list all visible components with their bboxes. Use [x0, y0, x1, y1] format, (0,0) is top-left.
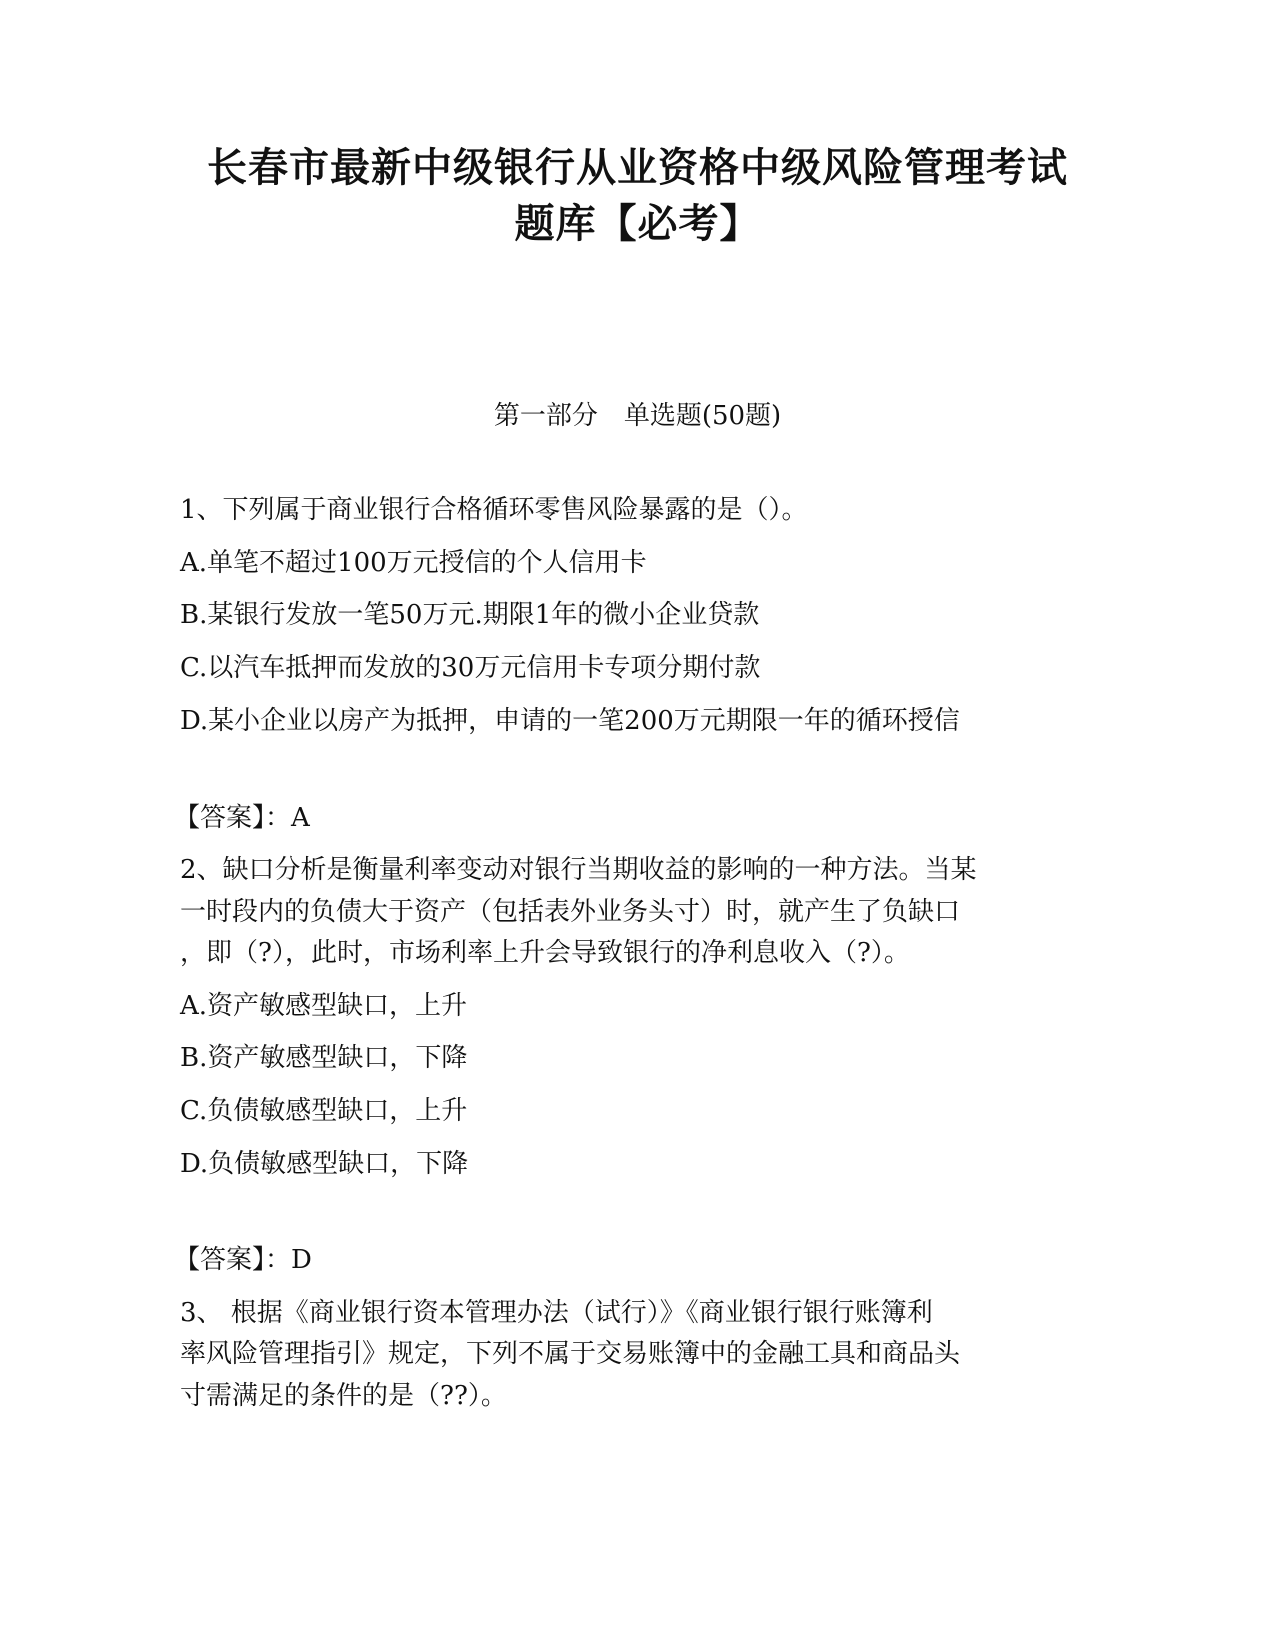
question-1-option-b: B.某银行发放一笔50万元.期限1年的微小企业贷款 — [180, 600, 760, 630]
question-3-stem-line-2: 率风险管理指引》规定，下列不属于交易账簿中的金融工具和商品头 — [180, 1339, 961, 1369]
question-1-answer: 【答案】：A — [174, 803, 310, 833]
document-title — [150, 140, 1125, 252]
question-1-stem: 1、下列属于商业银行合格循环零售风险暴露的是（）。 — [180, 495, 808, 525]
question-2-option-a: A.资产敏感型缺口，上升 — [180, 991, 468, 1021]
question-3-stem-line-1: 3、 根据《商业银行资本管理办法（试行）》《商业银行银行账簿利 — [180, 1298, 933, 1328]
title-line-1: 长春市最新中级银行从业资格中级风险管理考试 — [207, 145, 1068, 191]
question-2-answer: 【答案】：D — [174, 1245, 312, 1275]
question-2-option-b: B.资产敏感型缺口，下降 — [180, 1043, 468, 1073]
question-3-stem-line-3: 寸需满足的条件的是（??）。 — [180, 1381, 507, 1411]
question-1-option-c: C.以汽车抵押而发放的30万元信用卡专项分期付款 — [180, 653, 761, 683]
title-line-2: 题库【必考】 — [514, 201, 761, 247]
question-1-option-a: A.单笔不超过100万元授信的个人信用卡 — [180, 548, 647, 578]
question-2-option-c: C.负债敏感型缺口，上升 — [180, 1096, 468, 1126]
question-2-stem-line-3: ，即（?），此时，市场利率上升会导致银行的净利息收入（?）。 — [180, 938, 910, 968]
question-1-option-d: D.某小企业以房产为抵押，申请的一笔200万元期限一年的循环授信 — [180, 706, 960, 736]
question-2-stem-line-2: 一时段内的负债大于资产（包括表外业务头寸）时，就产生了负缺口 — [180, 897, 961, 927]
section-heading: 第一部分 单选题(50题) — [493, 401, 782, 431]
question-2-stem-line-1: 2、缺口分析是衡量利率变动对银行当期收益的影响的一种方法。当某 — [180, 855, 977, 885]
question-2-option-d: D.负债敏感型缺口，下降 — [180, 1149, 469, 1179]
